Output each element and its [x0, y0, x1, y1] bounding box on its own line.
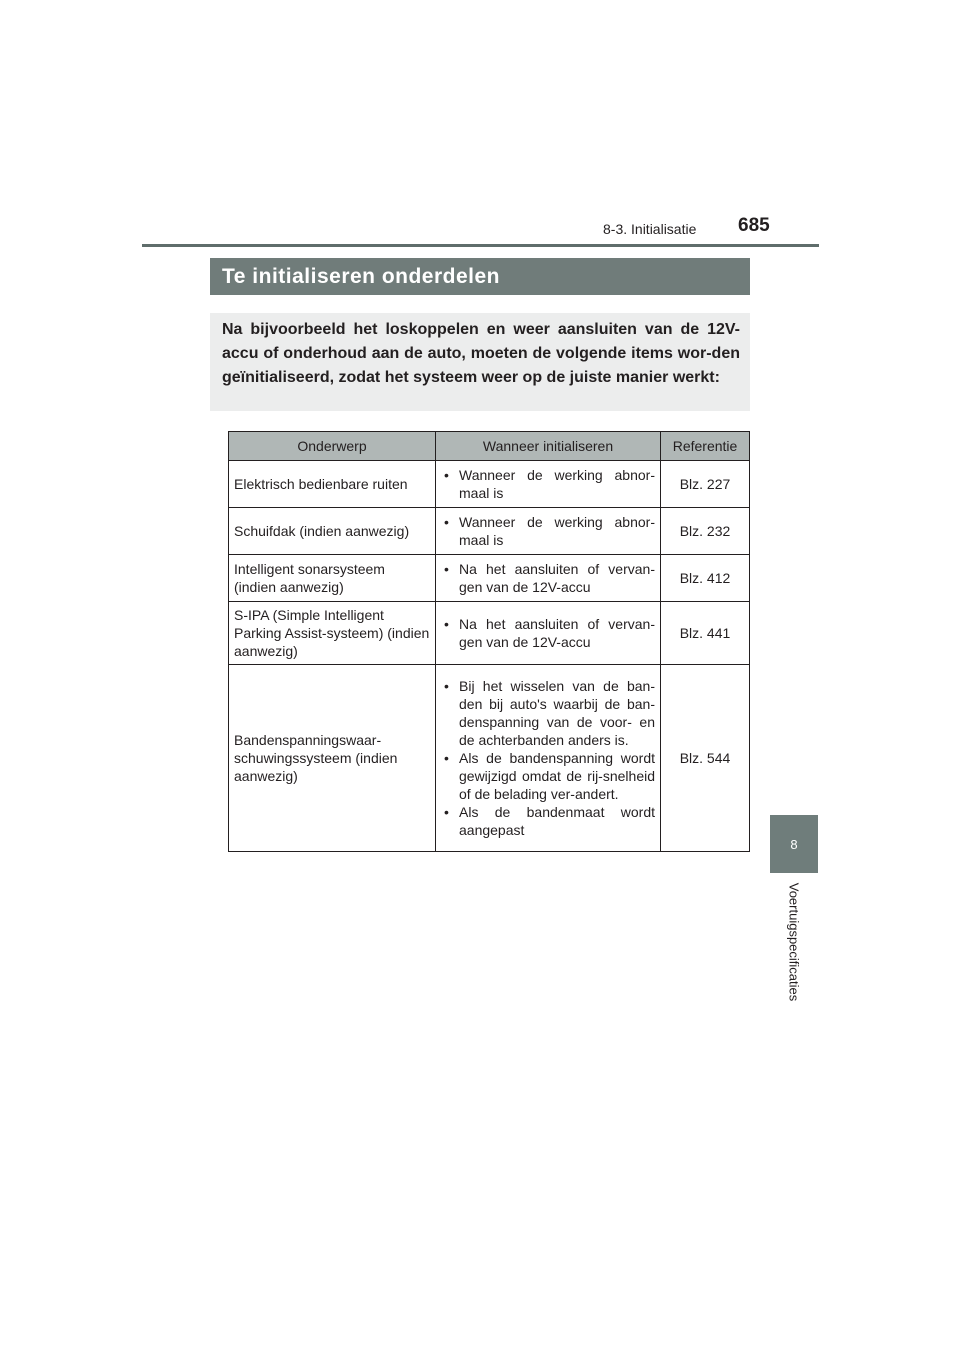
- page-number: 685: [738, 215, 770, 236]
- table-header-row: [229, 432, 750, 461]
- when-bullet: • Als de bandenmaat wordt aangepast: [441, 803, 655, 839]
- subject-cell: Schuifdak (indien aanwezig): [229, 508, 436, 555]
- subject-cell: Elektrisch bedienbare ruiten: [229, 461, 436, 508]
- when-cell: [436, 555, 661, 602]
- when-bullet: • Na het aansluiten of vervan-gen van de 12V-accu: [441, 615, 655, 651]
- table-row: [229, 665, 750, 852]
- section-title: Te initialiseren onderdelen: [210, 258, 750, 295]
- initialisation-table: [228, 431, 750, 852]
- when-cell: [436, 602, 661, 665]
- reference-cell: Blz. 441: [661, 602, 750, 665]
- when-bullet: • Als de bandenspanning wordt gewijzigd omdat de rij-snelheid of de belading ver-andert.: [441, 749, 655, 803]
- chapter-tab: [770, 815, 818, 873]
- chapter-number: 8: [790, 836, 798, 852]
- intro-text: Na bijvoorbeeld het loskoppelen en weer aansluiten van de 12V-accu of onderhoud aan de auto, moeten de volgende items wor-den geïnitialiseerd, zodat het systeem weer op de juiste manier werkt:: [222, 321, 740, 386]
- column-header-when: Wanneer initialiseren: [436, 432, 661, 461]
- when-bullet: • Wanneer de werking abnor-maal is: [441, 466, 655, 502]
- reference-cell: Blz. 227: [661, 461, 750, 508]
- header-rule: [142, 244, 819, 247]
- table-row: [229, 555, 750, 602]
- intro-box: [210, 313, 750, 411]
- subject-cell: Bandenspanningswaar-schuwingssysteem (indien aanwezig): [229, 665, 436, 852]
- reference-cell: Blz. 232: [661, 508, 750, 555]
- column-header-reference: Referentie: [661, 432, 750, 461]
- when-cell: [436, 508, 661, 555]
- section-label: 8-3. Initialisatie: [603, 221, 697, 237]
- table-row: [229, 508, 750, 555]
- table-row: [229, 602, 750, 665]
- when-bullet: • Wanneer de werking abnor-maal is: [441, 513, 655, 549]
- reference-cell: Blz. 412: [661, 555, 750, 602]
- subject-cell: S-IPA (Simple Intelligent Parking Assist-systeem) (indien aanwezig): [229, 602, 436, 665]
- when-cell: [436, 665, 661, 852]
- when-bullet: • Na het aansluiten of vervan-gen van de 12V-accu: [441, 560, 655, 596]
- column-header-subject: Onderwerp: [229, 432, 436, 461]
- table-row: [229, 461, 750, 508]
- when-bullet: • Bij het wisselen van de ban-den bij auto's waarbij de ban-denspanning van de voor- en de achterbanden anders is.: [441, 677, 655, 749]
- when-cell: [436, 461, 661, 508]
- reference-cell: Blz. 544: [661, 665, 750, 852]
- chapter-label: Voertuigspecificaties: [786, 882, 802, 1002]
- subject-cell: Intelligent sonarsysteem (indien aanwezig): [229, 555, 436, 602]
